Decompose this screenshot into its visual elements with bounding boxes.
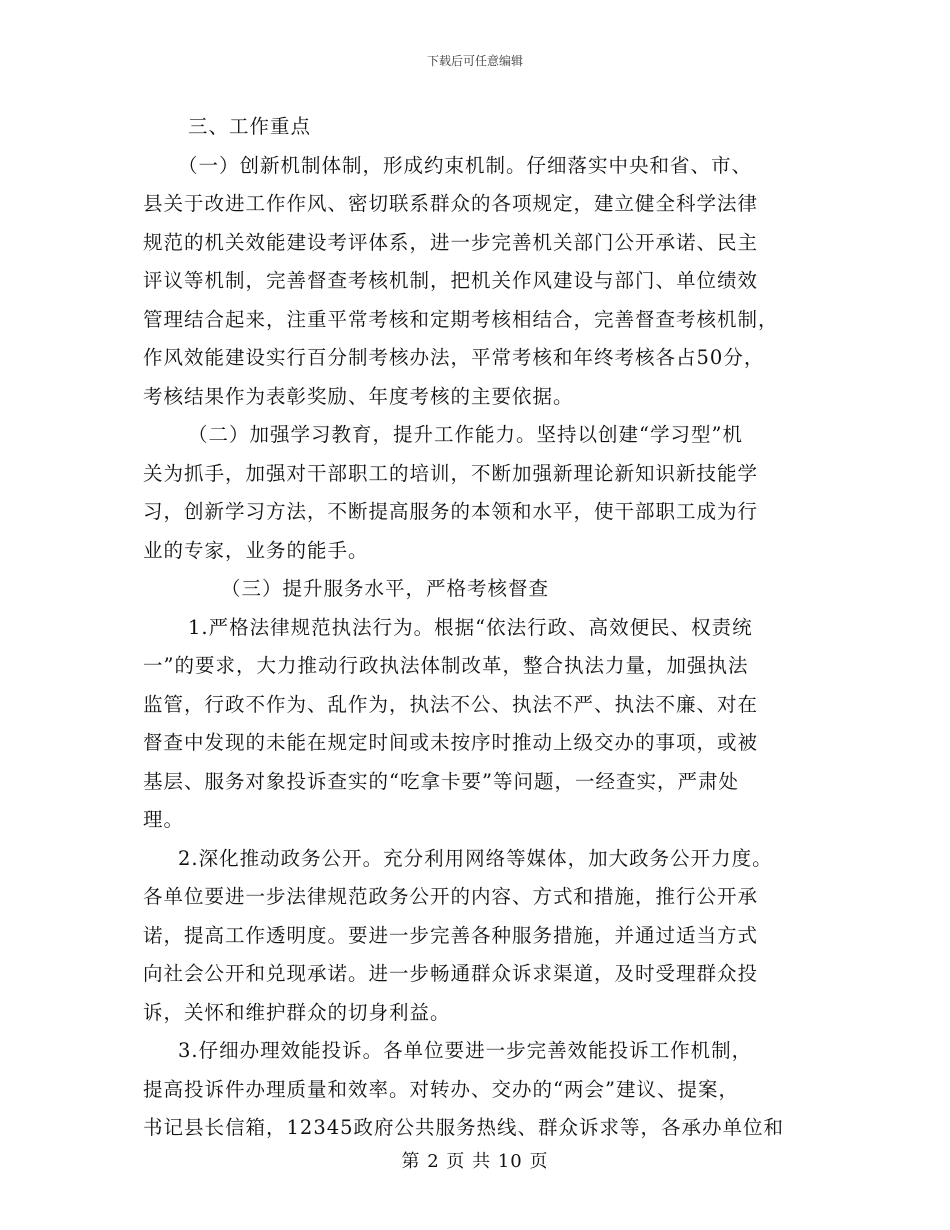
- paragraph-line: 各单位要进一步法律规范政务公开的内容、方式和措施，推行公开承: [143, 885, 759, 908]
- paragraph-line: 管理结合起来，注重平常考核和定期考核相结合，完善督查考核机制，: [143, 307, 779, 331]
- paragraph-line: 书记县长信箱，12345政府公共服务热线、群众诉求等，各承办单位和: [143, 1116, 785, 1139]
- page-header: 下载后可任意编辑: [426, 54, 523, 68]
- subsection-heading: （三）提升服务水平，严格考核督查: [221, 577, 550, 600]
- paragraph-line: 1.严格法律规范执法行为。根据“依法行政、高效便民、权责统: [188, 615, 753, 639]
- paragraph-line: 督查中发现的未能在规定时间或未按序时推动上级交办的事项，或被: [143, 731, 759, 754]
- paragraph-line: 习，创新学习方法，不断提高服务的本领和水平，使干部职工成为行: [143, 500, 759, 523]
- paragraph-line: 作风效能建设实行百分制考核办法，平常考核和年终考核各占50分，: [143, 346, 765, 369]
- paragraph-line: （二）加强学习教育，提升工作能力。坚持以创建“学习型”机: [188, 423, 743, 446]
- paragraph-line: （一）创新机制体制，形成约束机制。仔细落实中央和省、市、: [178, 153, 753, 177]
- paragraph-line: 一”的要求，大力推动行政执法体制改革，整合执法力量，加强执法: [143, 654, 749, 677]
- paragraph-line: 基层、服务对象投诉查实的“吃拿卡要”等问题，一经查实，严肃处: [143, 769, 739, 793]
- paragraph-line: 提高投诉件办理质量和效率。对转办、交办的“两会”建议、提案，: [143, 1077, 739, 1101]
- paragraph-line: 业的专家，业务的能手。: [143, 538, 369, 562]
- paragraph-line: 规范的机关效能建设考评体系，进一步完善机关部门公开承诺、民主: [143, 230, 759, 254]
- paragraph-line: 诉，关怀和维护群众的切身利益。: [143, 1000, 451, 1024]
- paragraph-line: 理。: [143, 808, 185, 831]
- paragraph-line: 2.深化推动政务公开。充分利用网络等媒体，加大政务公开力度。: [178, 846, 773, 870]
- paragraph-line: 监管，行政不作为、乱作为，执法不公、执法不严、执法不廉、对在: [143, 692, 759, 716]
- paragraph-line: 考核结果作为表彰奖励、年度考核的主要依据。: [143, 384, 574, 408]
- paragraph-line: 向社会公开和兑现承诺。进一步畅通群众诉求渠道，及时受理群众投: [143, 962, 759, 985]
- paragraph-line: 3.仔细办理效能投诉。各单位要进一步完善效能投诉工作机制，: [178, 1039, 753, 1062]
- paragraph-line: 县关于改进工作作风、密切联系群众的各项规定，建立健全科学法律: [143, 192, 759, 215]
- section-heading: 三、工作重点: [188, 115, 312, 138]
- page-number-footer: 第 2 页 共 10 页: [401, 1151, 549, 1172]
- paragraph-line: 诺，提高工作透明度。要进一步完善各种服务措施，并通过适当方式: [143, 923, 759, 947]
- paragraph-line: 评议等机制，完善督查考核机制，把机关作风建设与部门、单位绩效: [143, 269, 759, 292]
- paragraph-line: 关为抓手，加强对干部职工的培训，不断加强新理论新知识新技能学: [143, 461, 759, 485]
- document-body: [143, 108, 805, 1148]
